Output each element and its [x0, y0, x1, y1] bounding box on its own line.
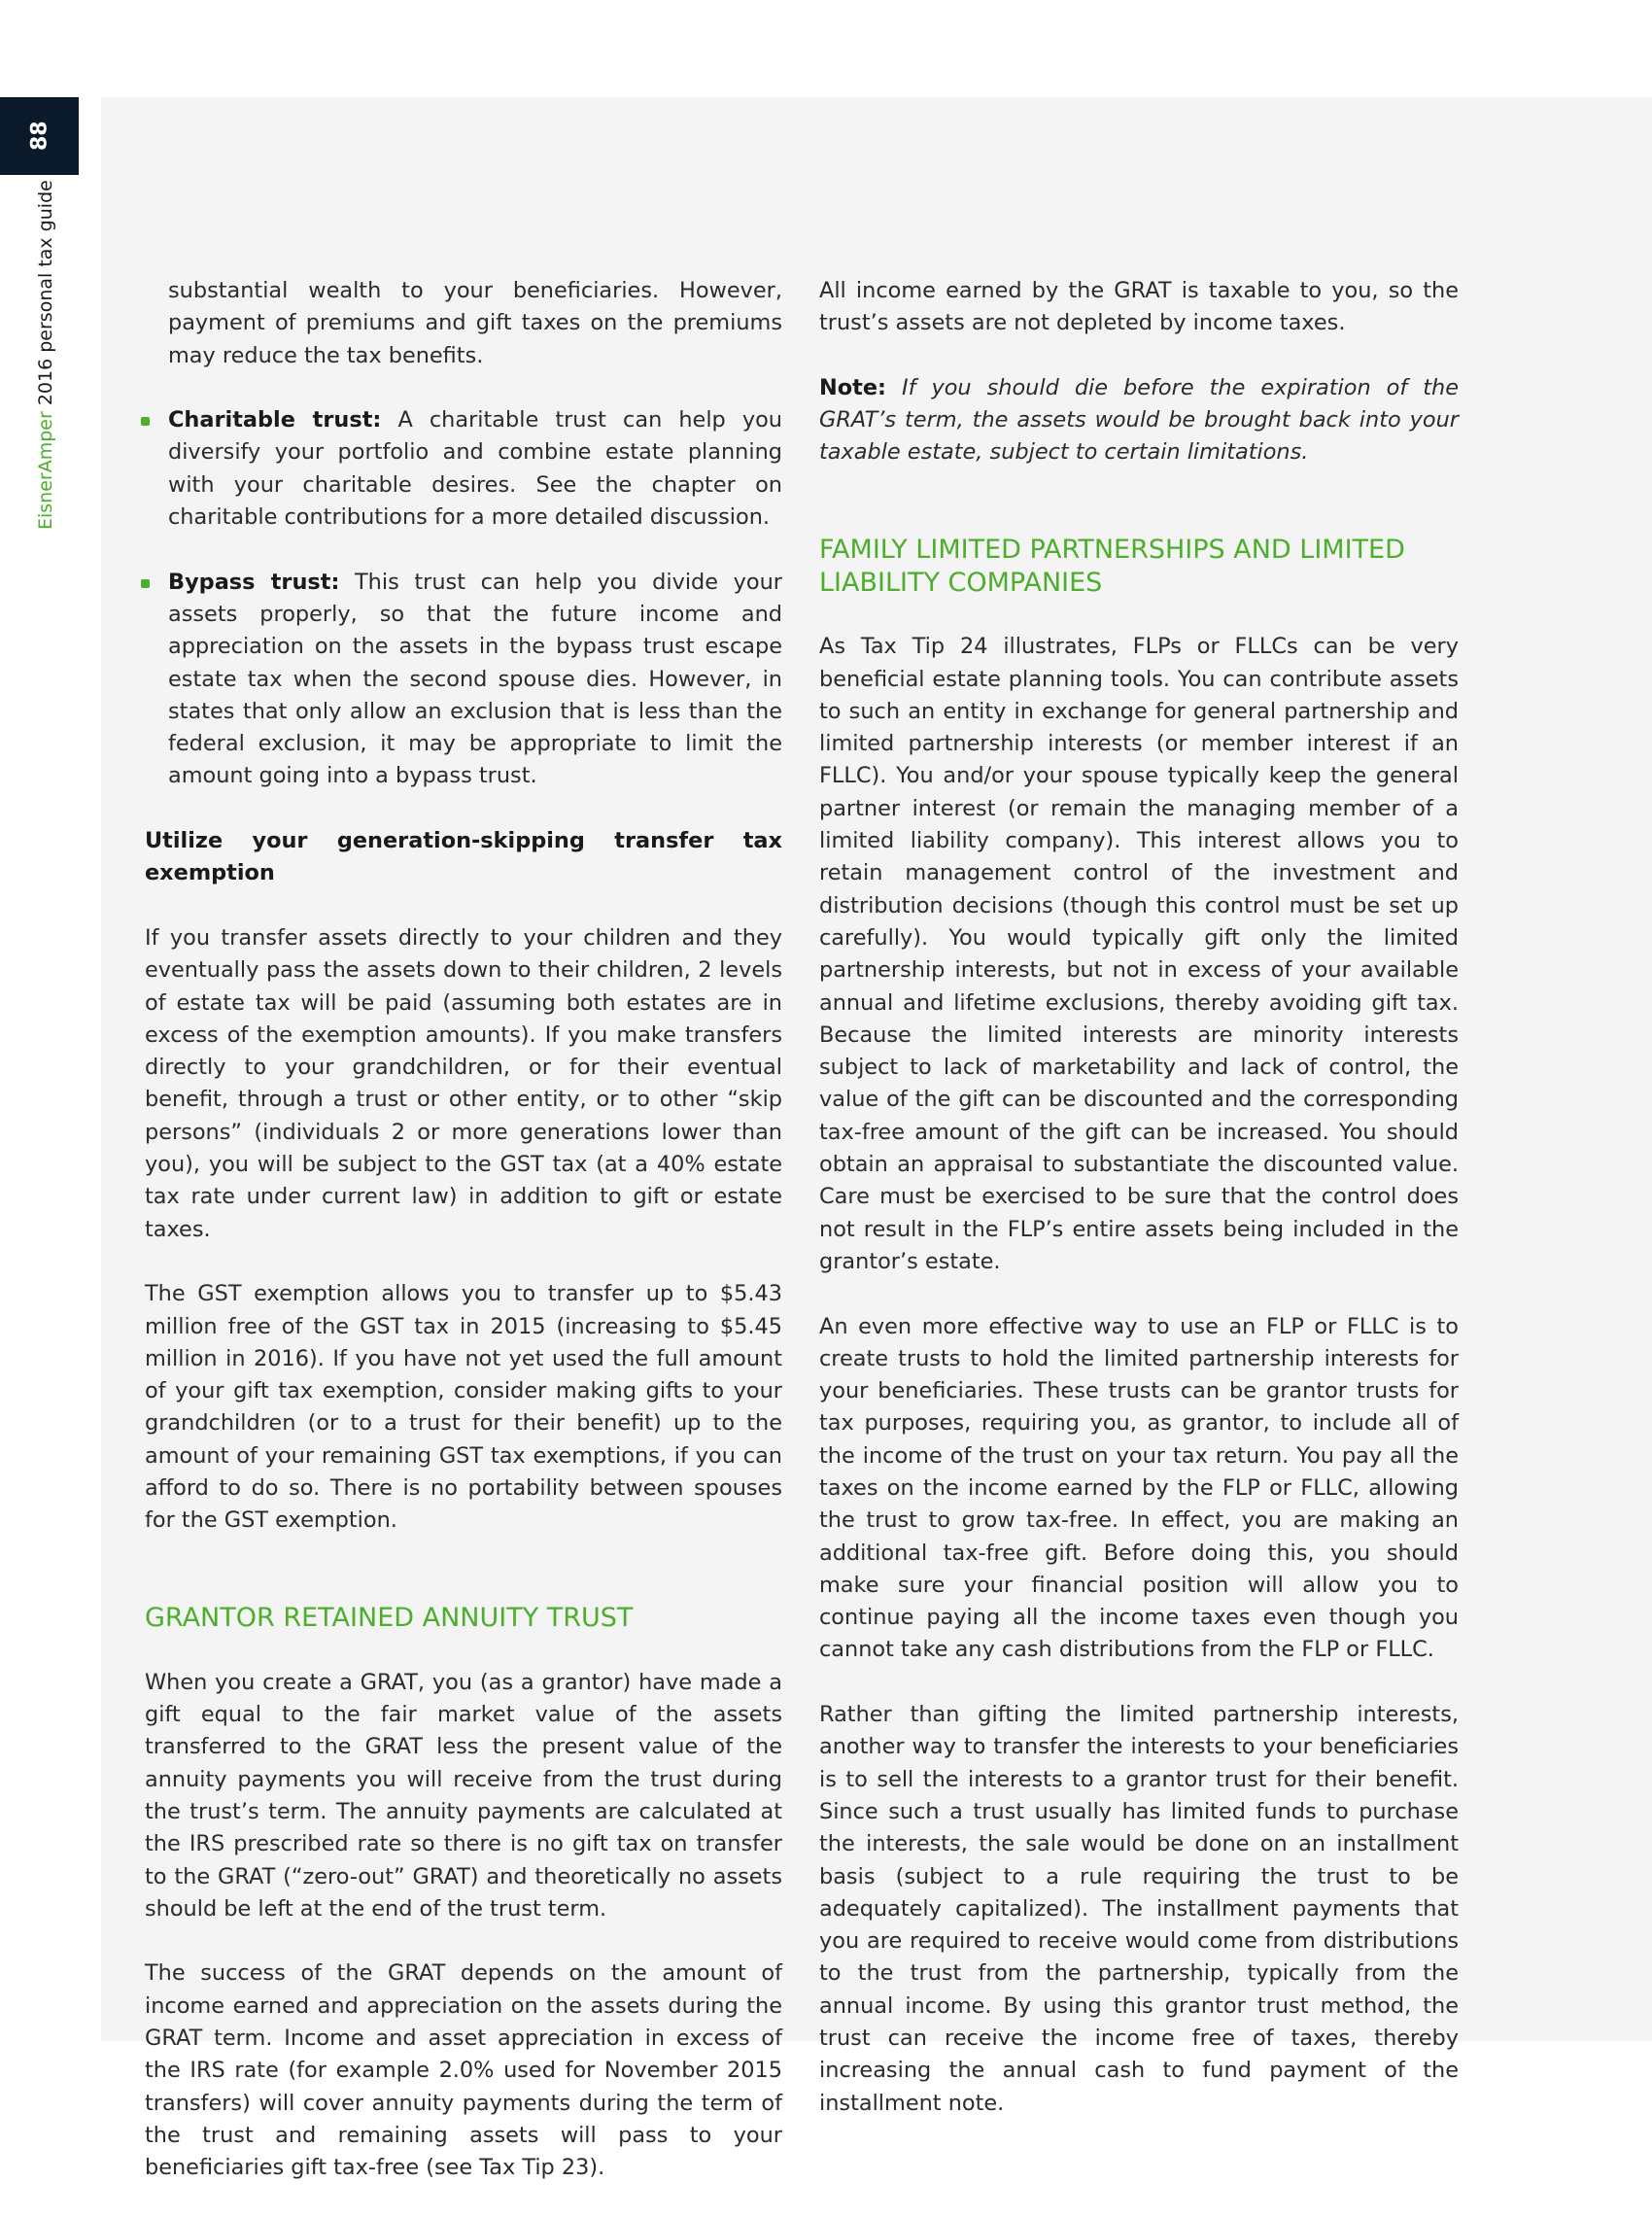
bullet-text: A charitable trust can help you diversify your portfolio and combine estate planning with your charitable desires. See the chapter on charitable contributions for a more detailed discussion. [168, 407, 783, 531]
gst-subheading: Utilize your generation-skipping transfer tax exemption [145, 828, 782, 886]
flp-heading: FAMILY LIMITED PARTNERSHIPS AND LIMITED LIABILITY COMPANIES [819, 535, 1405, 598]
flp-paragraph-1: As Tax Tip 24 illustrates, FLPs or FLLCs can be very beneficial estate planning tools. You can contribute assets to such an entity in exchange for general partnership and limited partnership interests (or member interest if an FLLC). You and/or your spouse typically keep the general partner interest (or remain the managing member of a limited liability company). This interest allows you to retain management control of the investment and distribution decisions (though this control must be set up carefully). You would typically gift only the limited partnership interests, but not in excess of your available annual and lifetime exclusions, thereby avoiding gift tax. Because the limited interests are minority interests subject to lack of marketability and lack of control, the value of the gift can be discounted and the corresponding tax-free amount of the gift can be increased. You should obtain an appraisal to substantiate the discounted value. Care must be exercised to be sure that the control does not result in the FLP’s entire assets being included in the grantor’s estate. [819, 634, 1459, 1274]
bullet-icon [141, 579, 150, 588]
gst-paragraph-2: The GST exemption allows you to transfer up to $5.43 million free of the GST tax in 2015 (increasing to $5.45 million in 2016). If you have not yet used the full amount of your gift tax exemption, consider making gifts to your grandchildren (or to a trust for their benefit) up to the amount of your remaining GST tax exemptions, if you can afford to do so. There is no portability between spouses for the GST exemption. [145, 1281, 782, 1534]
bullet-title: Charitable trust: [168, 407, 382, 433]
note-text: If you should die before the expiration of the GRAT’s term, the assets would be brought back into your taxable estate, subject to certain limitations. [819, 374, 1459, 466]
guide-title: 2016 personal tax guide [35, 180, 56, 412]
bullet-icon [141, 417, 150, 426]
bullet-charitable-trust [145, 404, 782, 534]
grat-note [819, 372, 1459, 469]
trust-bullet-list [145, 404, 782, 793]
page-number: 88 [27, 121, 52, 152]
grat-paragraph-2: The success of the GRAT depends on the amount of income earned and appreciation on the assets during the GRAT term. Income and asset appreciation in excess of the IRS rate (for example 2.0% used for November 2015 transfers) will cover annuity payments during the term of the trust and remaining assets will pass to your beneficiaries gift tax-free (see Tax Tip 23). [145, 1960, 782, 2181]
grat-tax-paragraph: All income earned by the GRAT is taxable to you, so the trust’s assets are not depleted by income taxes. [819, 278, 1459, 336]
intro-continuation: substantial wealth to your beneficiaries. However, payment of premiums and gift taxes on the premiums may reduce the tax benefits. [168, 278, 782, 368]
grat-heading: GRANTOR RETAINED ANNUITY TRUST [145, 1603, 634, 1634]
bullet-title: Bypass trust: [168, 569, 340, 595]
gst-paragraph-1: If you transfer assets directly to your children and they eventually pass the assets down to their children, 2 levels of estate tax will be paid (assuming both estates are in excess of the exemption amounts). If you make transfers directly to your grandchildren, or for their eventual benefit, through a trust or other entity, or to other “skip persons” (individuals 2 or more generations lower than you), you will be subject to the GST tax (at a 40% estate tax rate under current law) in addition to gift or estate taxes. [145, 924, 782, 1242]
flp-paragraph-2: An even more effective way to use an FLP or FLLC is to create trusts to hold the limited partnership interests for your beneficiaries. These trusts can be grantor trusts for tax purposes, requiring you, as grantor, to include all of the income of the trust on your tax return. You pay all the taxes on the income earned by the FLP or FLLC, allowing the trust to grow tax-free. In effect, you are making an additional tax-free gift. Before doing this, you should make sure your financial position will allow you to continue paying all the income taxes even though you cannot take any cash distributions from the FLP or FLLC. [819, 1313, 1459, 1663]
flp-paragraph-3: Rather than gifting the limited partnership interests, another way to transfer the interests to your beneficiaries is to sell the interests to a grantor trust for their benefit. Since such a trust usually has limited funds to purchase the interests, the sale would be done on an installment basis (subject to a rule requiring the trust to be adequately capitalized). The installment payments that you are required to receive would come from distributions to the trust from the partnership, typically from the annual income. By using this grantor trust method, the trust can receive the income free of taxes, thereby increasing the annual cash to fund payment of the installment note. [819, 1702, 1459, 2116]
note-label: Note: [819, 374, 886, 400]
left-column [145, 275, 782, 2217]
right-column [819, 275, 1459, 2152]
bullet-bypass-trust [145, 567, 782, 793]
brand-name: EisnerAmper [35, 411, 56, 530]
bullet-text: This trust can help you divide your assets properly, so that the future income and appreciation on the assets in the bypass trust escape estate tax when the second spouse dies. However, in states that only allow an exclusion that is less than the federal exclusion, it may be appropriate to limit the amount going into a bypass trust. [168, 569, 782, 789]
guide-label [35, 180, 64, 530]
grat-paragraph-1: When you create a GRAT, you (as a grantor) have made a gift equal to the fair market value of the assets transferred to the GRAT less the present value of the annuity payments you will receive from the trust during the trust’s term. The annuity payments are calculated at the IRS prescribed rate so there is no gift tax on transfer to the GRAT (“zero-out” GRAT) and theoretically no assets should be left at the end of the trust term. [145, 1669, 782, 1922]
